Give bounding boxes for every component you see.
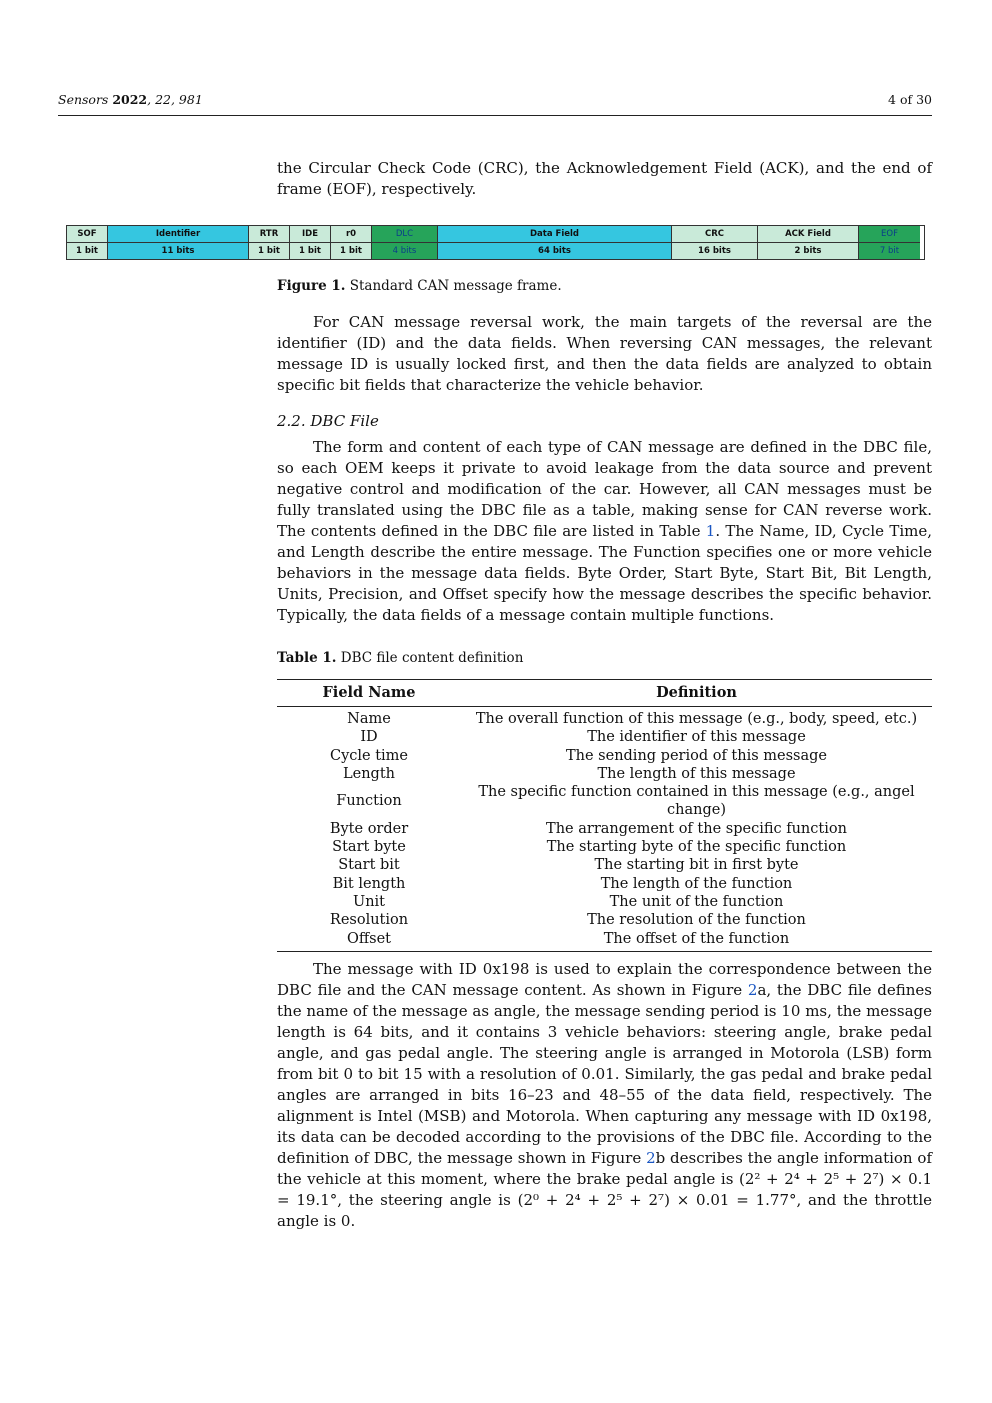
journal-citation [58, 92, 203, 107]
cell-definition: The starting bit in first byte [594, 857, 799, 874]
frame-field-rtr [249, 226, 290, 259]
table1-caption [277, 649, 932, 667]
journal-year: 2022 [112, 92, 148, 107]
frame-field-ide [290, 226, 331, 259]
cell-definition: The length of this message [597, 765, 796, 782]
table-row [277, 838, 932, 856]
frame-field-name: Identifier [108, 226, 248, 243]
example-part3: b describes the angle information of the vehicle at this moment, where the brake pedal angle is [277, 1149, 932, 1188]
cell-field-name: ID [360, 729, 378, 746]
cell-definition: The overall function of this message (e.g., body, speed, etc.) [475, 711, 918, 727]
cell-field-name: Offset [277, 930, 461, 952]
example-part4: , the steering angle is [337, 1191, 518, 1209]
cell-field-name: Start byte [332, 839, 406, 856]
steering-formula: (2⁰ + 2⁴ + 2⁵ + 2⁷) × 0.01 = 1.77° [517, 1191, 797, 1209]
table-row [277, 911, 932, 929]
frame-field-dlc [372, 226, 438, 259]
table-row [277, 856, 932, 874]
header-field-name: Field Name [277, 680, 461, 707]
frame-field-identifier [108, 226, 249, 259]
section-heading: 2.2. DBC File [277, 412, 379, 430]
journal-volume: , 22, 981 [147, 92, 203, 107]
cell-field-name: Function [336, 793, 402, 810]
frame-field-bits: 2 bits [794, 246, 822, 256]
frame-field-bits: 11 bits [161, 246, 195, 256]
frame-field-name: EOF [859, 226, 920, 243]
frame-field-bits: 1 bit [299, 246, 321, 256]
example-part1: The message with ID 0x198 is used to explain the correspondence between the DBC file and the CAN message content. As shown in Figure [277, 960, 932, 999]
cell-field-name: Bit length [332, 875, 406, 892]
dbc-table [277, 679, 932, 952]
cell-field-name: Name [347, 711, 391, 727]
example-part5: , and the throttle angle is 0. [277, 1191, 932, 1230]
cell-field-name: Cycle time [329, 747, 409, 764]
cell-definition: The length of the function [600, 875, 793, 892]
header-definition: Definition [461, 680, 932, 707]
table-row [277, 783, 932, 820]
paragraph-dbc-part2: . The Name, ID, Cycle Time, and Length describe the entire message. The Function specifies one or more vehicle behaviors in the message data fields. Byte Order, Start Byte, Start Bit, Bit Length, Units, Precision, and Offset specify how the message describes the specific behavior. Typically, the data fields of a message contain multiple functions. [277, 522, 932, 624]
cell-definition: The offset of the function [461, 930, 932, 952]
frame-field-name: RTR [249, 226, 289, 243]
frame-field-bits: 1 bit [258, 246, 280, 256]
paragraph-dbc [277, 437, 932, 626]
table-row [277, 765, 932, 783]
frame-field-bits: 1 bit [340, 246, 362, 256]
cell-definition: The sending period of this message [565, 747, 828, 764]
table-row [277, 728, 932, 746]
frame-field-sof [67, 226, 108, 259]
frame-field-name: Data Field [438, 226, 671, 243]
running-header [58, 92, 932, 116]
frame-field-bits: 1 bit [76, 246, 98, 256]
figure2b-link[interactable]: 2 [646, 1149, 656, 1167]
brake-formula: (2² + 2⁴ + 2⁵ + 2⁷) × 0.1 = 19.1° [277, 1170, 932, 1209]
cell-field-name: Length [343, 765, 395, 782]
frame-field-name: DLC [372, 226, 437, 243]
table1-label: Table 1. [277, 650, 337, 666]
table-row [277, 930, 932, 952]
journal-name: Sensors [58, 92, 109, 107]
figure1-text: Standard CAN message frame. [345, 278, 562, 294]
frame-field-bits: 7 bit [879, 246, 900, 256]
cell-definition: The arrangement of the specific function [546, 820, 847, 837]
figure1-caption [277, 277, 932, 295]
frame-field-name: CRC [672, 226, 757, 243]
cell-definition: The resolution of the function [587, 912, 806, 929]
frame-field-bits: 4 bits [392, 246, 417, 256]
cell-definition: The unit of the function [609, 893, 784, 910]
frame-field-data-field [438, 226, 672, 259]
frame-field-r0 [331, 226, 372, 259]
table-row [277, 707, 932, 729]
frame-field-name: SOF [67, 226, 107, 243]
intro-paragraph: the Circular Check Code (CRC), the Acknowledgement Field (ACK), and the end of frame (EOF), respectively. [277, 159, 932, 198]
frame-field-crc [672, 226, 758, 259]
frame-field-name: IDE [290, 226, 330, 243]
figure2a-link[interactable]: 2 [747, 981, 758, 999]
page-number: 4 of 30 [888, 92, 932, 107]
cell-field-name: Start bit [338, 857, 400, 874]
table-header-row [277, 680, 932, 707]
cell-definition: The specific function contained in this message (e.g., angel change) [478, 784, 915, 819]
table-row [277, 747, 932, 765]
cell-field-name: Resolution [329, 912, 409, 929]
example-part2: a, the DBC file defines the name of the message as angle, the message sending period is 10 ms, the message length is 64 bits, and it contains 3 vehicle behaviors: steering angle, brake pedal angle, and gas pedal angle. The steering angle is arranged in Motorola (LSB) form from bit 0 to bit 15 with a resolution of 0.01. Similarly, the gas pedal and brake pedal angles are arranged in bits 16–23 and 48–55 of the data field, respectively. The alignment is Intel (MSB) and Motorola. When capturing any message with ID 0x198, its data can be decoded according to the provisions of the DBC file. According to the definition of DBC, the message shown in Figure [277, 981, 933, 1167]
paragraph-dbc-part1: The form and content of each type of CAN message are defined in the DBC file, so each OEM keeps it private to avoid leakage from the data source and prevent negative control and modification of the car. However, all CAN messages must be fully translated using the DBC file as a table, making sense for CAN reverse work. The contents defined in the DBC file are listed in Table [277, 438, 932, 540]
cell-field-name: Unit [352, 893, 386, 910]
paragraph-reversal: For CAN message reversal work, the main targets of the reversal are the identifier (ID) and the data fields. When reversing CAN messages, the relevant message ID is usually locked first, and then the data fields are analyzed to obtain specific bit fields that characterize the vehicle behavior. [277, 313, 932, 394]
table1-text: DBC file content definition [336, 650, 524, 666]
paragraph-example [277, 959, 932, 1232]
frame-field-name: ACK Field [758, 226, 858, 243]
frame-field-eof [859, 226, 920, 259]
frame-field-bits: 16 bits [698, 246, 731, 256]
figure1-label: Figure 1. [277, 278, 346, 294]
cell-definition: The identifier of this message [587, 729, 806, 746]
table-row [277, 820, 932, 838]
table-row [277, 893, 932, 911]
frame-field-name: r0 [331, 226, 371, 243]
table1-link[interactable]: 1 [705, 522, 716, 540]
frame-field-ack-field [758, 226, 859, 259]
table-row [277, 875, 932, 893]
cell-field-name: Byte order [329, 820, 409, 837]
cell-definition: The starting byte of the specific function [546, 839, 847, 856]
can-frame-diagram [66, 225, 925, 260]
frame-field-bits: 64 bits [538, 246, 571, 256]
